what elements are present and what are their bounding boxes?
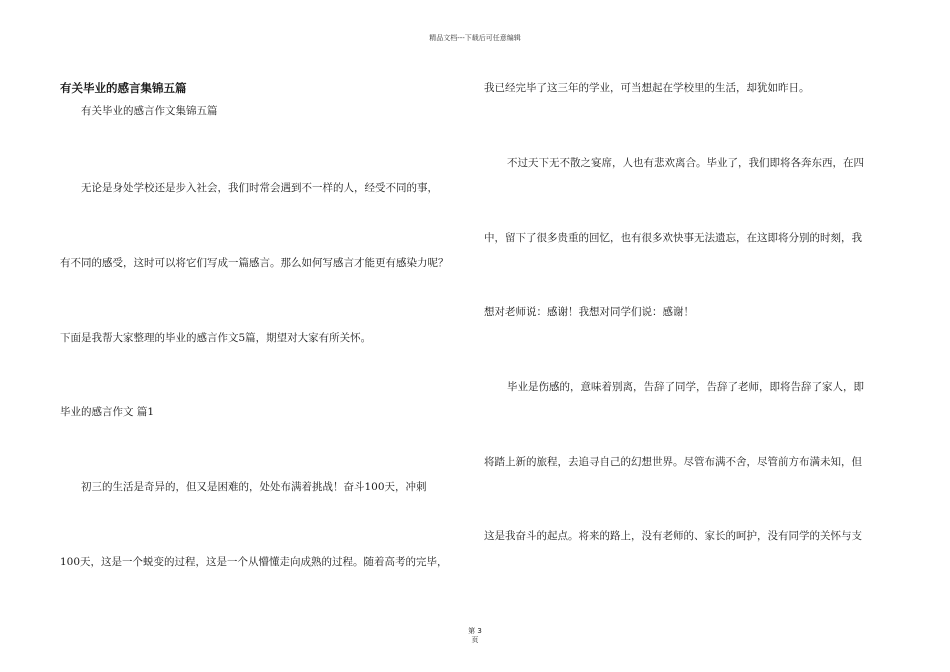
paragraph-line: 不过天下无不散之宴席，人也有悲欢离合。毕业了，我们即将各奔东西，在四 (507, 157, 864, 169)
paragraph-line: 初三的生活是奇异的，但又是困难的，处处布满着挑战！奋斗100天，冲刺 (81, 481, 427, 493)
page-number-line: 页 (471, 636, 479, 644)
document-subtitle: 有关毕业的感言作文集锦五篇 (81, 105, 218, 117)
paragraph-line: 毕业是伤感的，意味着别离，告辞了同学，告辞了老师，即将告辞了家人，即 (507, 381, 864, 393)
page-number (460, 627, 490, 645)
paragraph-line: 100天，这是一个蜕变的过程，这是一个从懵懂走向成熟的过程。随着高考的完毕， (60, 556, 448, 568)
page-number-line: 第 3 (468, 627, 482, 635)
paragraph-line: 想对老师说：感谢！我想对同学们说：感谢！ (484, 306, 694, 318)
section-heading: 毕业的感言作文 篇1 (60, 406, 155, 418)
paragraph-line: 这是我奋斗的起点。将来的路上，没有老师的、家长的呵护，没有同学的关怀与支 (484, 530, 862, 542)
paragraph-line: 将踏上新的旅程，去追寻自己的幻想世界。尽管布满不舍，尽管前方布满未知，但 (484, 456, 862, 468)
paragraph-line: 无论是身处学校还是步入社会，我们时常会遇到不一样的人，经受不同的事， (81, 182, 438, 194)
page-header: 精品文档---下载后可任意编辑 (429, 34, 521, 42)
paragraph-line: 下面是我帮大家整理的毕业的感言作文5篇，期望对大家有所关怀。 (60, 332, 372, 344)
paragraph-line: 有不同的感受，这时可以将它们写成一篇感言。那么如何写感言才能更有感染力呢？ (60, 257, 449, 269)
paragraph-line: 中，留下了很多贵重的回忆，也有很多欢快事无法遗忘，在这即将分别的时刻，我 (484, 232, 862, 244)
document-title: 有关毕业的感言集锦五篇 (60, 81, 187, 95)
paragraph-line: 我已经完毕了这三年的学业，可当想起在学校里的生活，却犹如昨日。 (484, 82, 810, 94)
